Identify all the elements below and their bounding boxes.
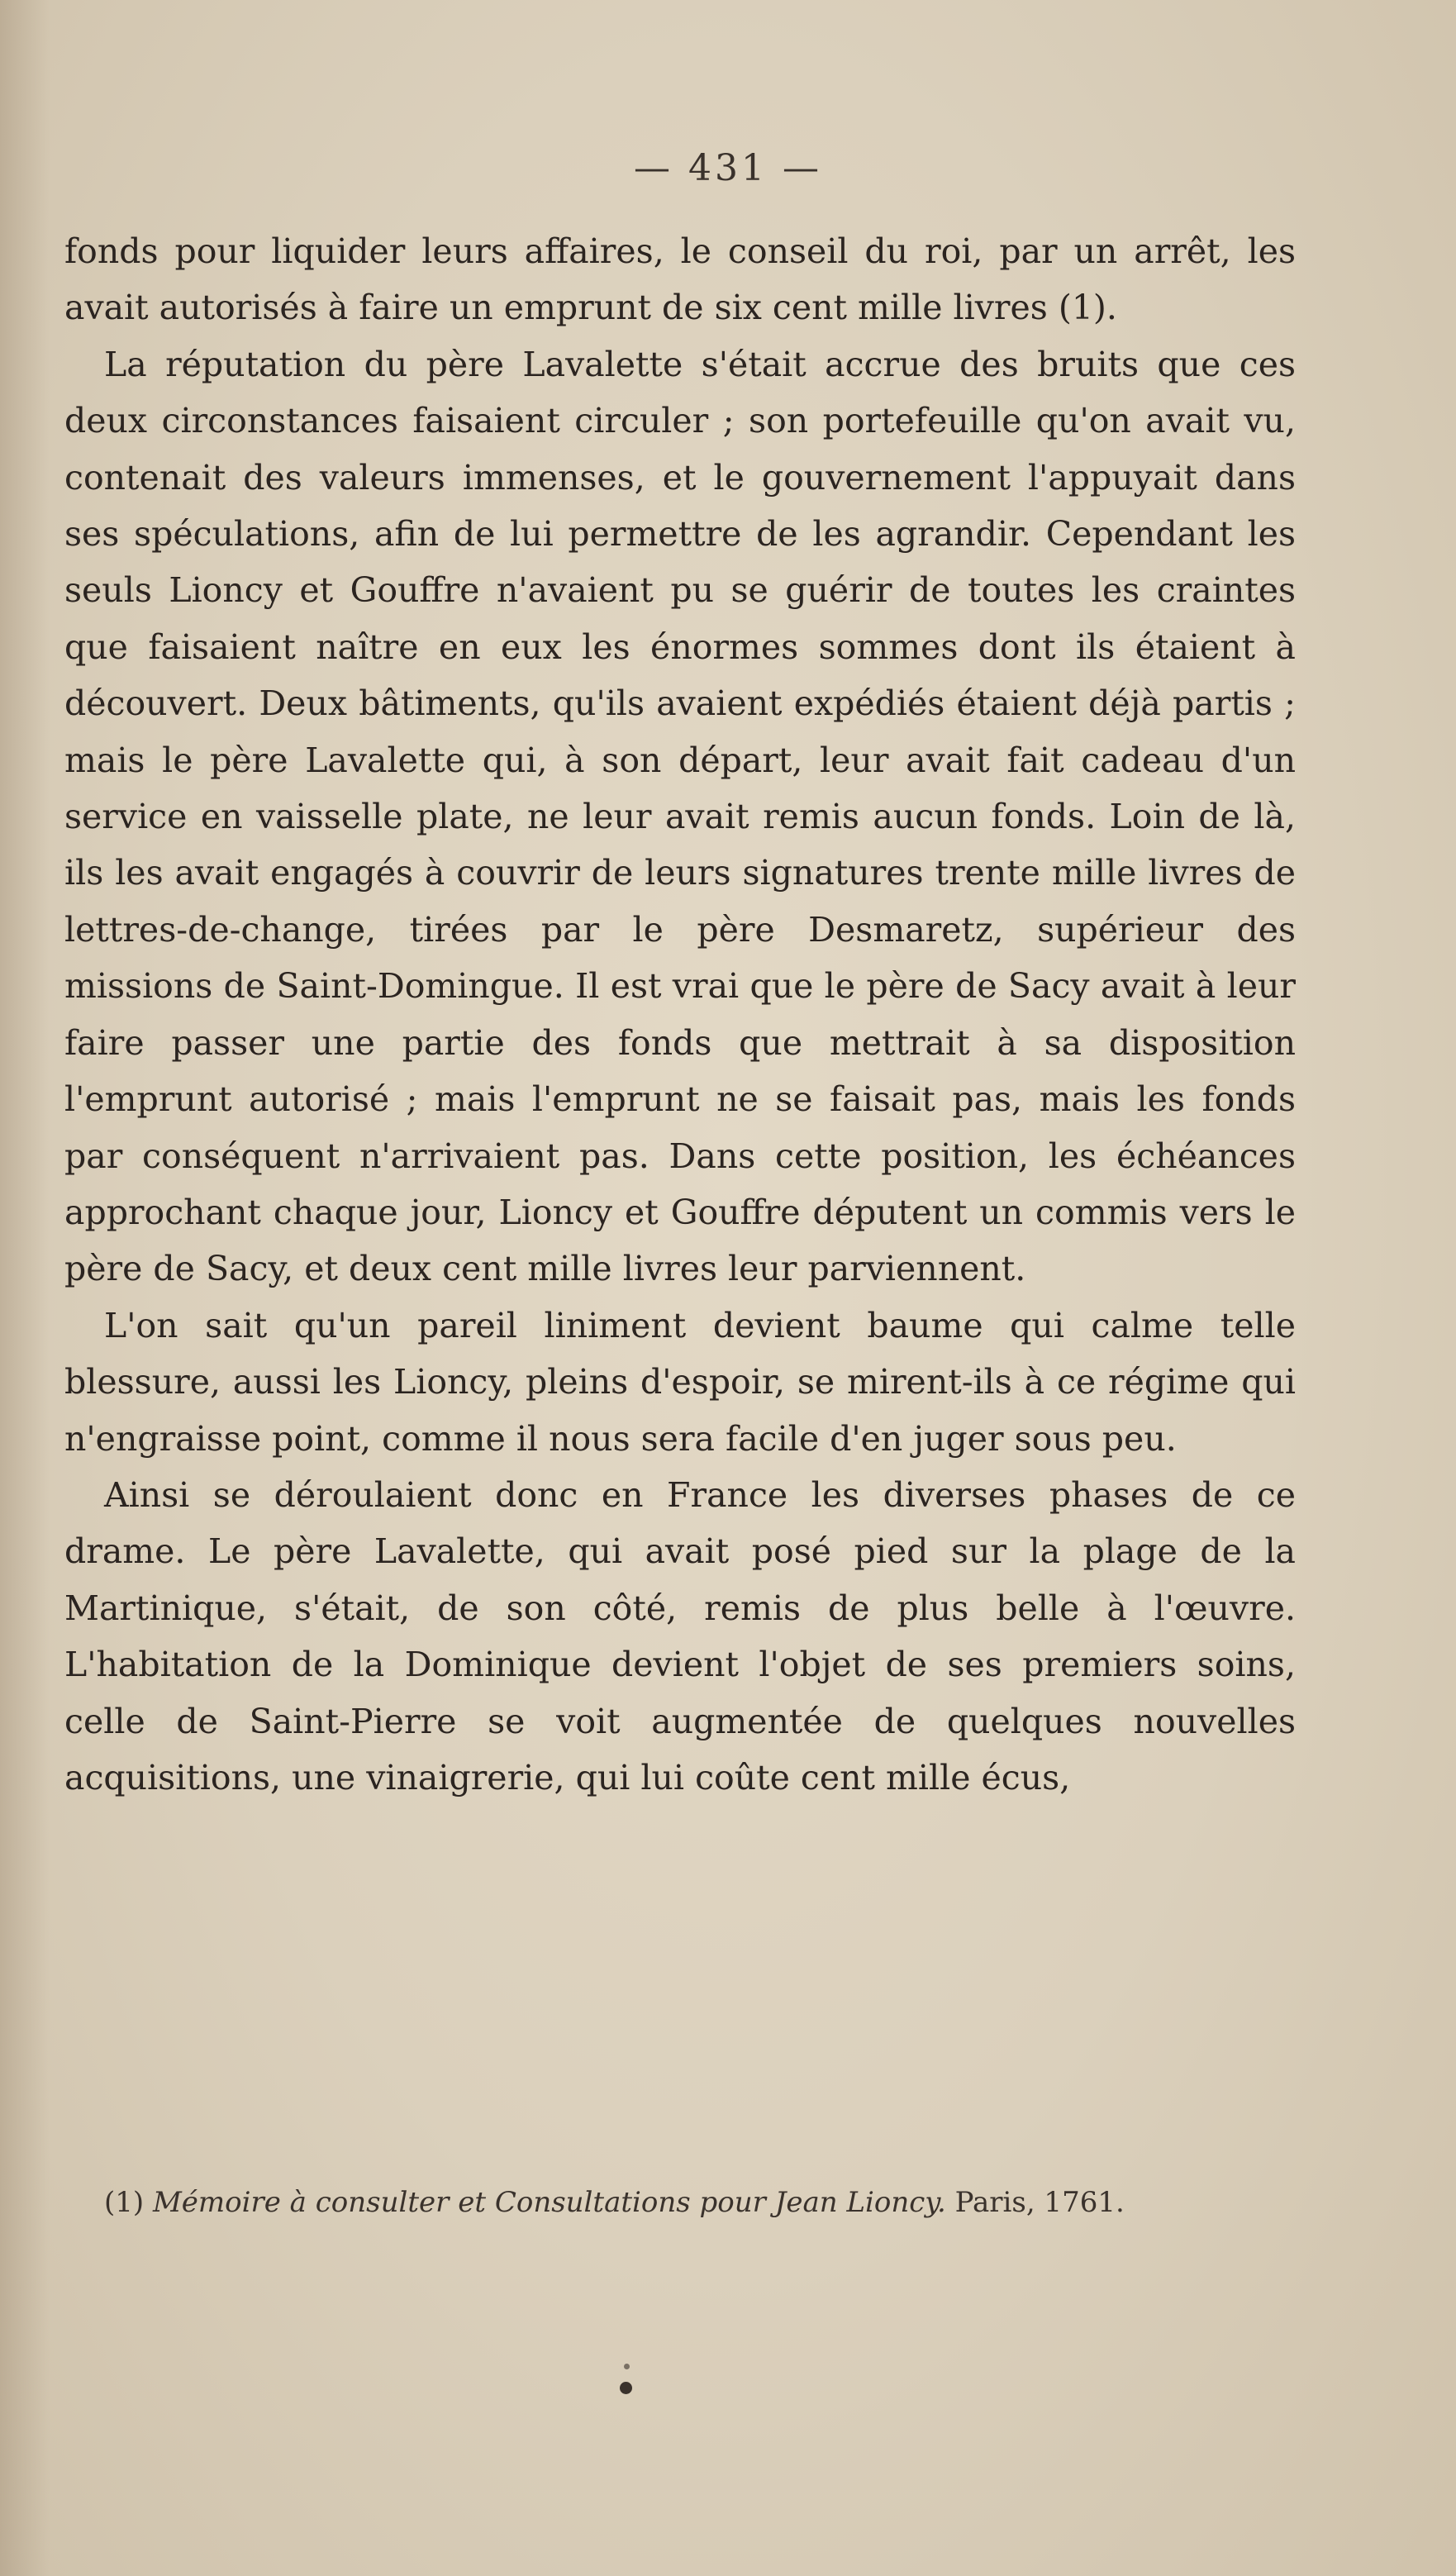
paragraph-reputation: La réputation du père Lavalette s'était accrue des bruits que ces deux circonstances faisaient circuler ; son portefeuille qu'on avait vu, contenait des valeurs immenses, et le gouvernement l'appuyait dans ses spéculations, afin de lui permettre de les agrandir. Cependant les seuls Lioncy et Gouffre n'avaient pu se guérir de toutes les craintes que faisaient naître en eux les énormes sommes dont ils étaient à découvert. Deux bâtiments, qu'ils avaient expédiés étaient déjà partis ; mais le père Lavalette qui, à son départ, leur avait fait cadeau d'un service en vaisselle plate, ne leur avait remis aucun fonds. Loin de là, ils les avait engagés à couvrir de leurs signatures trente mille livres de lettres-de-change, tirées par le père Desmaretz, supérieur des missions de Saint-Domingue. Il est vrai que le père de Sacy avait à leur faire passer une partie des fonds que mettrait à sa disposition l'emprunt autorisé ; mais l'emprunt ne se faisait pas, mais les fonds par conséquent n'arrivaient pas. Dans cette position, les échéances approchant chaque jour, Lioncy et Gouffre députent un commis vers le père de Sacy, et deux cent mille livres leur parviennent. [64, 344, 1296, 1289]
footnote-title: Mémoire à consulter et Consultations pour Jean Lioncy. [152, 2186, 946, 2219]
page-number: — 431 — [634, 147, 822, 189]
footnote [64, 2182, 1296, 2223]
paragraph-continuation: fonds pour liquider leurs affaires, le conseil du roi, par un arrêt, les avait autorisés à faire un emprunt de six cent mille livres (1). [64, 231, 1296, 328]
body-text [64, 223, 1296, 1806]
paragraph-drame: Ainsi se déroulaient donc en France les diverses phases de ce drame. Le père Lavalette, qui avait posé pied sur la plage de la Martinique, s'était, de son côté, remis de plus belle à l'œuvre. L'habitation de la Dominique devient l'objet de ses premiers soins, celle de Saint-Pierre se voit augmentée de quelques nouvelles acquisitions, une vinaigrerie, qui lui coûte cent mille écus, [64, 1474, 1296, 1797]
ornament-dot-small [624, 2364, 630, 2369]
ornament-dot-large [620, 2382, 632, 2394]
page-edge-shadow [0, 0, 50, 2576]
footnote-marker: (1) [104, 2186, 145, 2219]
footnote-place-date: Paris, 1761. [954, 2186, 1125, 2219]
paragraph-liniment: L'on sait qu'un pareil liniment devient baume qui calme telle blessure, aussi les Lioncy, pleins d'espoir, se mirent-ils à ce régime qui n'engraisse point, comme il nous sera facile d'en juger sous peu. [64, 1305, 1296, 1459]
